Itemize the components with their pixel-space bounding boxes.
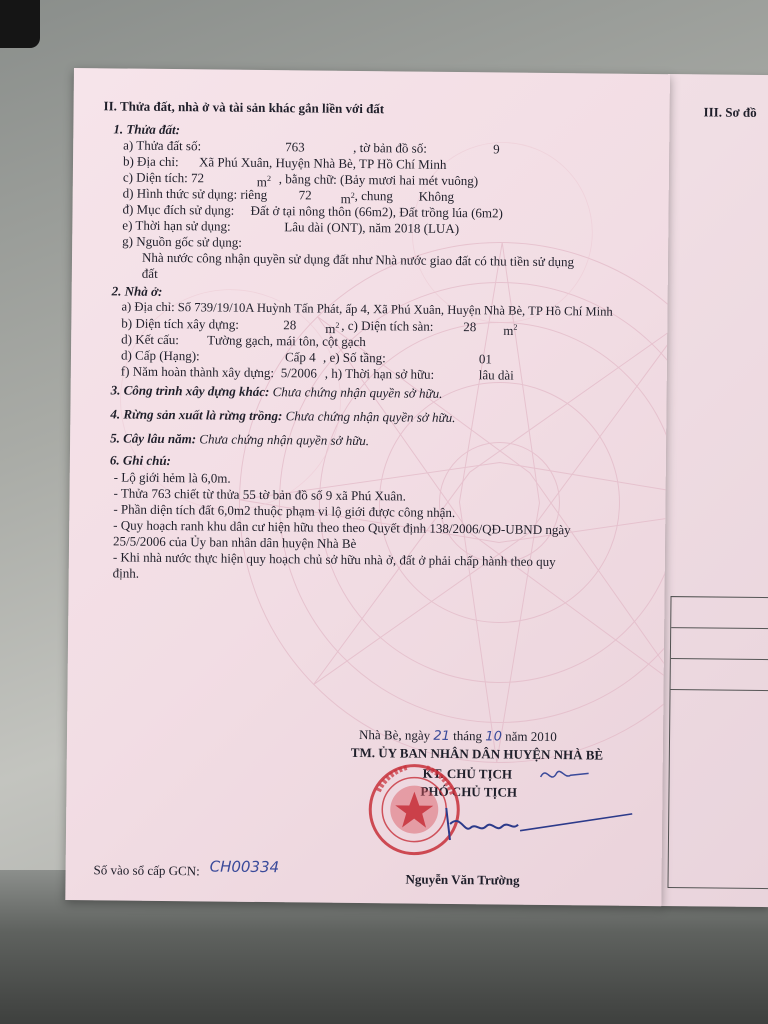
structure: Tường gạch, mái tôn, cột gạch	[207, 332, 366, 350]
signer-name: Nguyễn Văn Trường	[405, 871, 520, 888]
origin-label: g) Nguồn gốc sử dụng:	[122, 233, 242, 250]
address-label: b) Địa chỉ:	[122, 153, 179, 170]
land-purpose: Đất ở tại nông thôn (66m2), Đất trồng lúa (6m2)	[250, 202, 503, 221]
house-heading: 2. Nhà ở:	[111, 283, 163, 299]
note-line: - Phần diện tích đất 6,0m2 thuộc phạm vi lộ giới được công nhận.	[113, 501, 456, 521]
place-date	[359, 727, 557, 745]
month-label: tháng	[453, 728, 483, 744]
origin-text-1: Nhà nước công nhận quyền sử dụng đất như Nhà nước giao đất có thu tiền sử dụng	[141, 249, 575, 270]
parcel-number: 763	[285, 139, 305, 155]
note-line: định.	[112, 565, 140, 581]
other-works-heading: 3. Công trình xây dựng khác:	[110, 382, 270, 400]
house-address: a) Địa chỉ: Số 739/19/10A Huỳnh Tấn Phát, ấp 4, Xã Phú Xuân, Huyện Nhà Bè, TP Hồ Chí Minh	[121, 299, 613, 319]
use-shared-label: , chung	[354, 187, 394, 204]
term-label: e) Thời hạn sử dụng:	[122, 217, 231, 234]
map-label: , tờ bản đồ số:	[353, 139, 427, 156]
ownership-label: , h) Thời hạn sở hữu:	[324, 365, 435, 382]
build-area: 28	[283, 317, 297, 333]
build-unit: $m^2$	[325, 320, 340, 337]
certificate-page	[65, 68, 670, 906]
notes-heading: 6. Ghi chú:	[109, 452, 172, 469]
forest-heading: 4. Rừng sản xuất là rừng trồng:	[110, 406, 283, 424]
parcel-label: a) Thửa đất số:	[123, 137, 202, 154]
area-words: , bằng chữ: (Bảy mươi hai mét vuông)	[278, 171, 479, 189]
purpose-label: đ) Mục đích sử dụng:	[122, 201, 235, 218]
handwritten-signature	[436, 802, 637, 854]
area-unit: $m^2$	[256, 174, 272, 190]
perennial-heading: 5. Cây lâu năm:	[110, 430, 197, 447]
binder-clip	[0, 0, 40, 48]
note-line: - Thửa 763 chiết từ thửa 55 tờ bản đồ số 9 xã Phú Xuân.	[113, 485, 407, 504]
note-line: - Quy hoạch ranh khu dân cư hiện hữu theo theo Quyết định 138/2006/QĐ-UBND ngày	[113, 517, 571, 538]
floors: 01	[478, 351, 493, 367]
grade-label: d) Cấp (Hạng):	[120, 347, 200, 364]
area-label: c) Diện tích: 72	[122, 169, 205, 186]
signer-role-1: KT. CHỦ TỊCH	[422, 765, 513, 782]
build-area-label: b) Diện tích xây dựng:	[121, 315, 239, 332]
floors-label: , e) Số tầng:	[322, 349, 386, 366]
date-day: 21	[433, 728, 451, 744]
map-number: 9	[493, 141, 500, 157]
structure-label: d) Kết cấu:	[121, 331, 180, 348]
completed-label: f) Năm hoàn thành xây dựng:	[120, 363, 275, 381]
perennial	[110, 430, 369, 448]
date-month: 10	[485, 729, 502, 745]
year-label: năm 2010	[505, 728, 557, 745]
register-label: Số vào sổ cấp GCN:	[93, 862, 200, 879]
other-works-text: Chưa chứng nhận quyền sở hữu.	[272, 384, 443, 401]
use-form-label: d) Hình thức sử dụng: riêng	[122, 185, 268, 203]
land-address: Xã Phú Xuân, Huyện Nhà Bè, TP Hồ Chí Minh	[198, 154, 447, 172]
floor-area: 28	[463, 319, 477, 335]
floor-area-label: , c) Diện tích sàn:	[341, 317, 434, 334]
use-private-area: 72	[298, 187, 312, 203]
diagram-boxes	[667, 596, 768, 889]
right-page	[659, 74, 768, 907]
completed: 5/2006	[280, 365, 318, 381]
note-line: - Khi nhà nước thực hiện quy hoạch chủ sở hữu nhà ở, đất ở phải chấp hành theo quy	[112, 549, 556, 570]
note-line: - Lộ giới hẻm là 6,0m.	[113, 469, 231, 486]
signer-role-2: PHÓ CHỦ TỊCH	[420, 783, 518, 800]
note-line: 25/5/2006 của Ủy ban nhân dân huyện Nhà Bè	[112, 533, 357, 551]
origin-text-2: đất	[141, 265, 158, 281]
register-number: CH00334	[209, 857, 280, 877]
use-shared-value: Không	[418, 188, 455, 204]
initial-mark	[536, 763, 596, 788]
land-heading: 1. Thửa đất:	[113, 121, 181, 138]
right-page-title: III. Sơ đồ	[703, 104, 757, 120]
forest-text: Chưa chứng nhận quyền sở hữu.	[285, 408, 456, 426]
ownership: lâu dài	[478, 367, 514, 383]
place-date-prefix: Nhà Bè, ngày	[358, 727, 431, 743]
perennial-text: Chưa chứng nhận quyền sở hữu.	[199, 431, 370, 449]
land-term: Lâu dài (ONT), năm 2018 (LUA)	[284, 219, 460, 237]
floor-unit: $m^2$	[503, 322, 518, 338]
grade: Cấp 4	[284, 349, 316, 365]
issuing-org: TM. ỦY BAN NHÂN DÂN HUYỆN NHÀ BÈ	[350, 744, 604, 763]
use-unit: $m^2$	[340, 190, 355, 207]
section-title: II. Thửa đất, nhà ở và tài sản khác gắn liền với đất	[103, 98, 385, 117]
